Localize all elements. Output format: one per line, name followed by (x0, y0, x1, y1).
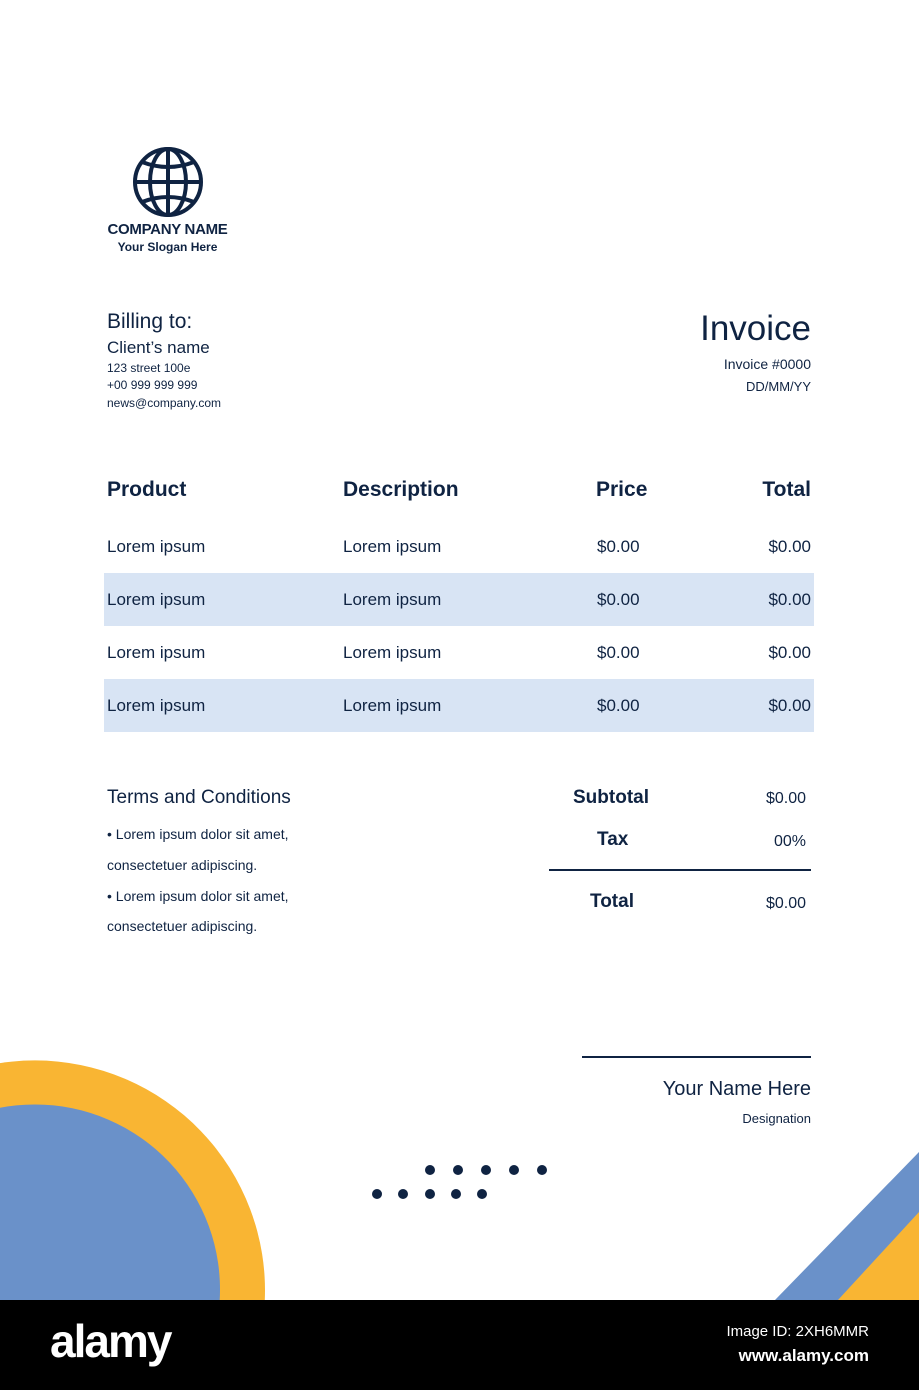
invoice-date: DD/MM/YY (746, 379, 811, 394)
image-id: Image ID: 2XH6MMR (726, 1323, 869, 1340)
client-email: news@company.com (107, 396, 221, 410)
total-cell: $0.00 (768, 643, 811, 662)
terms-line: • Lorem ipsum dolor sit amet, (107, 826, 289, 842)
watermark-bar (0, 1300, 919, 1390)
table-row (104, 520, 814, 573)
tax-value: 00% (773, 833, 806, 850)
header-price: Price (596, 478, 648, 501)
description-cell: Lorem ipsum (343, 696, 442, 715)
subtotal-label: Subtotal (573, 787, 649, 808)
terms-line: consectetuer adipiscing. (107, 857, 258, 873)
total-cell: $0.00 (768, 696, 811, 715)
description-cell: Lorem ipsum (343, 590, 442, 609)
signature-name: Your Name Here (662, 1078, 811, 1100)
price-cell: $0.00 (597, 537, 640, 556)
total-cell: $0.00 (768, 537, 811, 556)
header-total: Total (762, 478, 811, 501)
product-cell: Lorem ipsum (107, 643, 206, 662)
table-row (104, 573, 814, 626)
signature-designation: Designation (742, 1111, 811, 1126)
header-product: Product (107, 478, 187, 501)
price-cell: $0.00 (597, 696, 640, 715)
client-address: 123 street 100e (107, 361, 191, 375)
decorative-shapes (0, 1040, 919, 1300)
header-description: Description (343, 478, 459, 501)
price-cell: $0.00 (597, 590, 640, 609)
product-cell: Lorem ipsum (107, 696, 206, 715)
description-cell: Lorem ipsum (343, 537, 442, 556)
table-row (104, 679, 814, 732)
client-name: Client’s name (107, 338, 210, 357)
total-label: Total (590, 891, 634, 912)
subtotal-value: $0.00 (765, 790, 806, 807)
terms-line: consectetuer adipiscing. (107, 918, 258, 934)
total-value: $0.00 (765, 895, 806, 912)
summary-divider (549, 869, 811, 871)
product-cell: Lorem ipsum (107, 537, 206, 556)
price-cell: $0.00 (597, 643, 640, 662)
terms-line: • Lorem ipsum dolor sit amet, (107, 888, 289, 904)
alamy-logo: alamy (50, 1315, 171, 1367)
globe-logo-icon (132, 146, 204, 218)
product-cell: Lorem ipsum (107, 590, 206, 609)
tax-label: Tax (597, 829, 629, 850)
company-slogan: Your Slogan Here (117, 240, 218, 254)
alamy-url: www.alamy.com (738, 1346, 869, 1365)
billing-label: Billing to: (107, 310, 193, 333)
company-name: COMPANY NAME (107, 221, 228, 238)
total-cell: $0.00 (768, 590, 811, 609)
description-cell: Lorem ipsum (343, 643, 442, 662)
invoice-number: Invoice #0000 (723, 356, 811, 372)
dots-pattern (372, 1165, 547, 1199)
table-row (104, 626, 814, 679)
invoice-title: Invoice (700, 309, 811, 348)
terms-title: Terms and Conditions (107, 787, 291, 808)
client-phone: +00 999 999 999 (107, 378, 198, 392)
